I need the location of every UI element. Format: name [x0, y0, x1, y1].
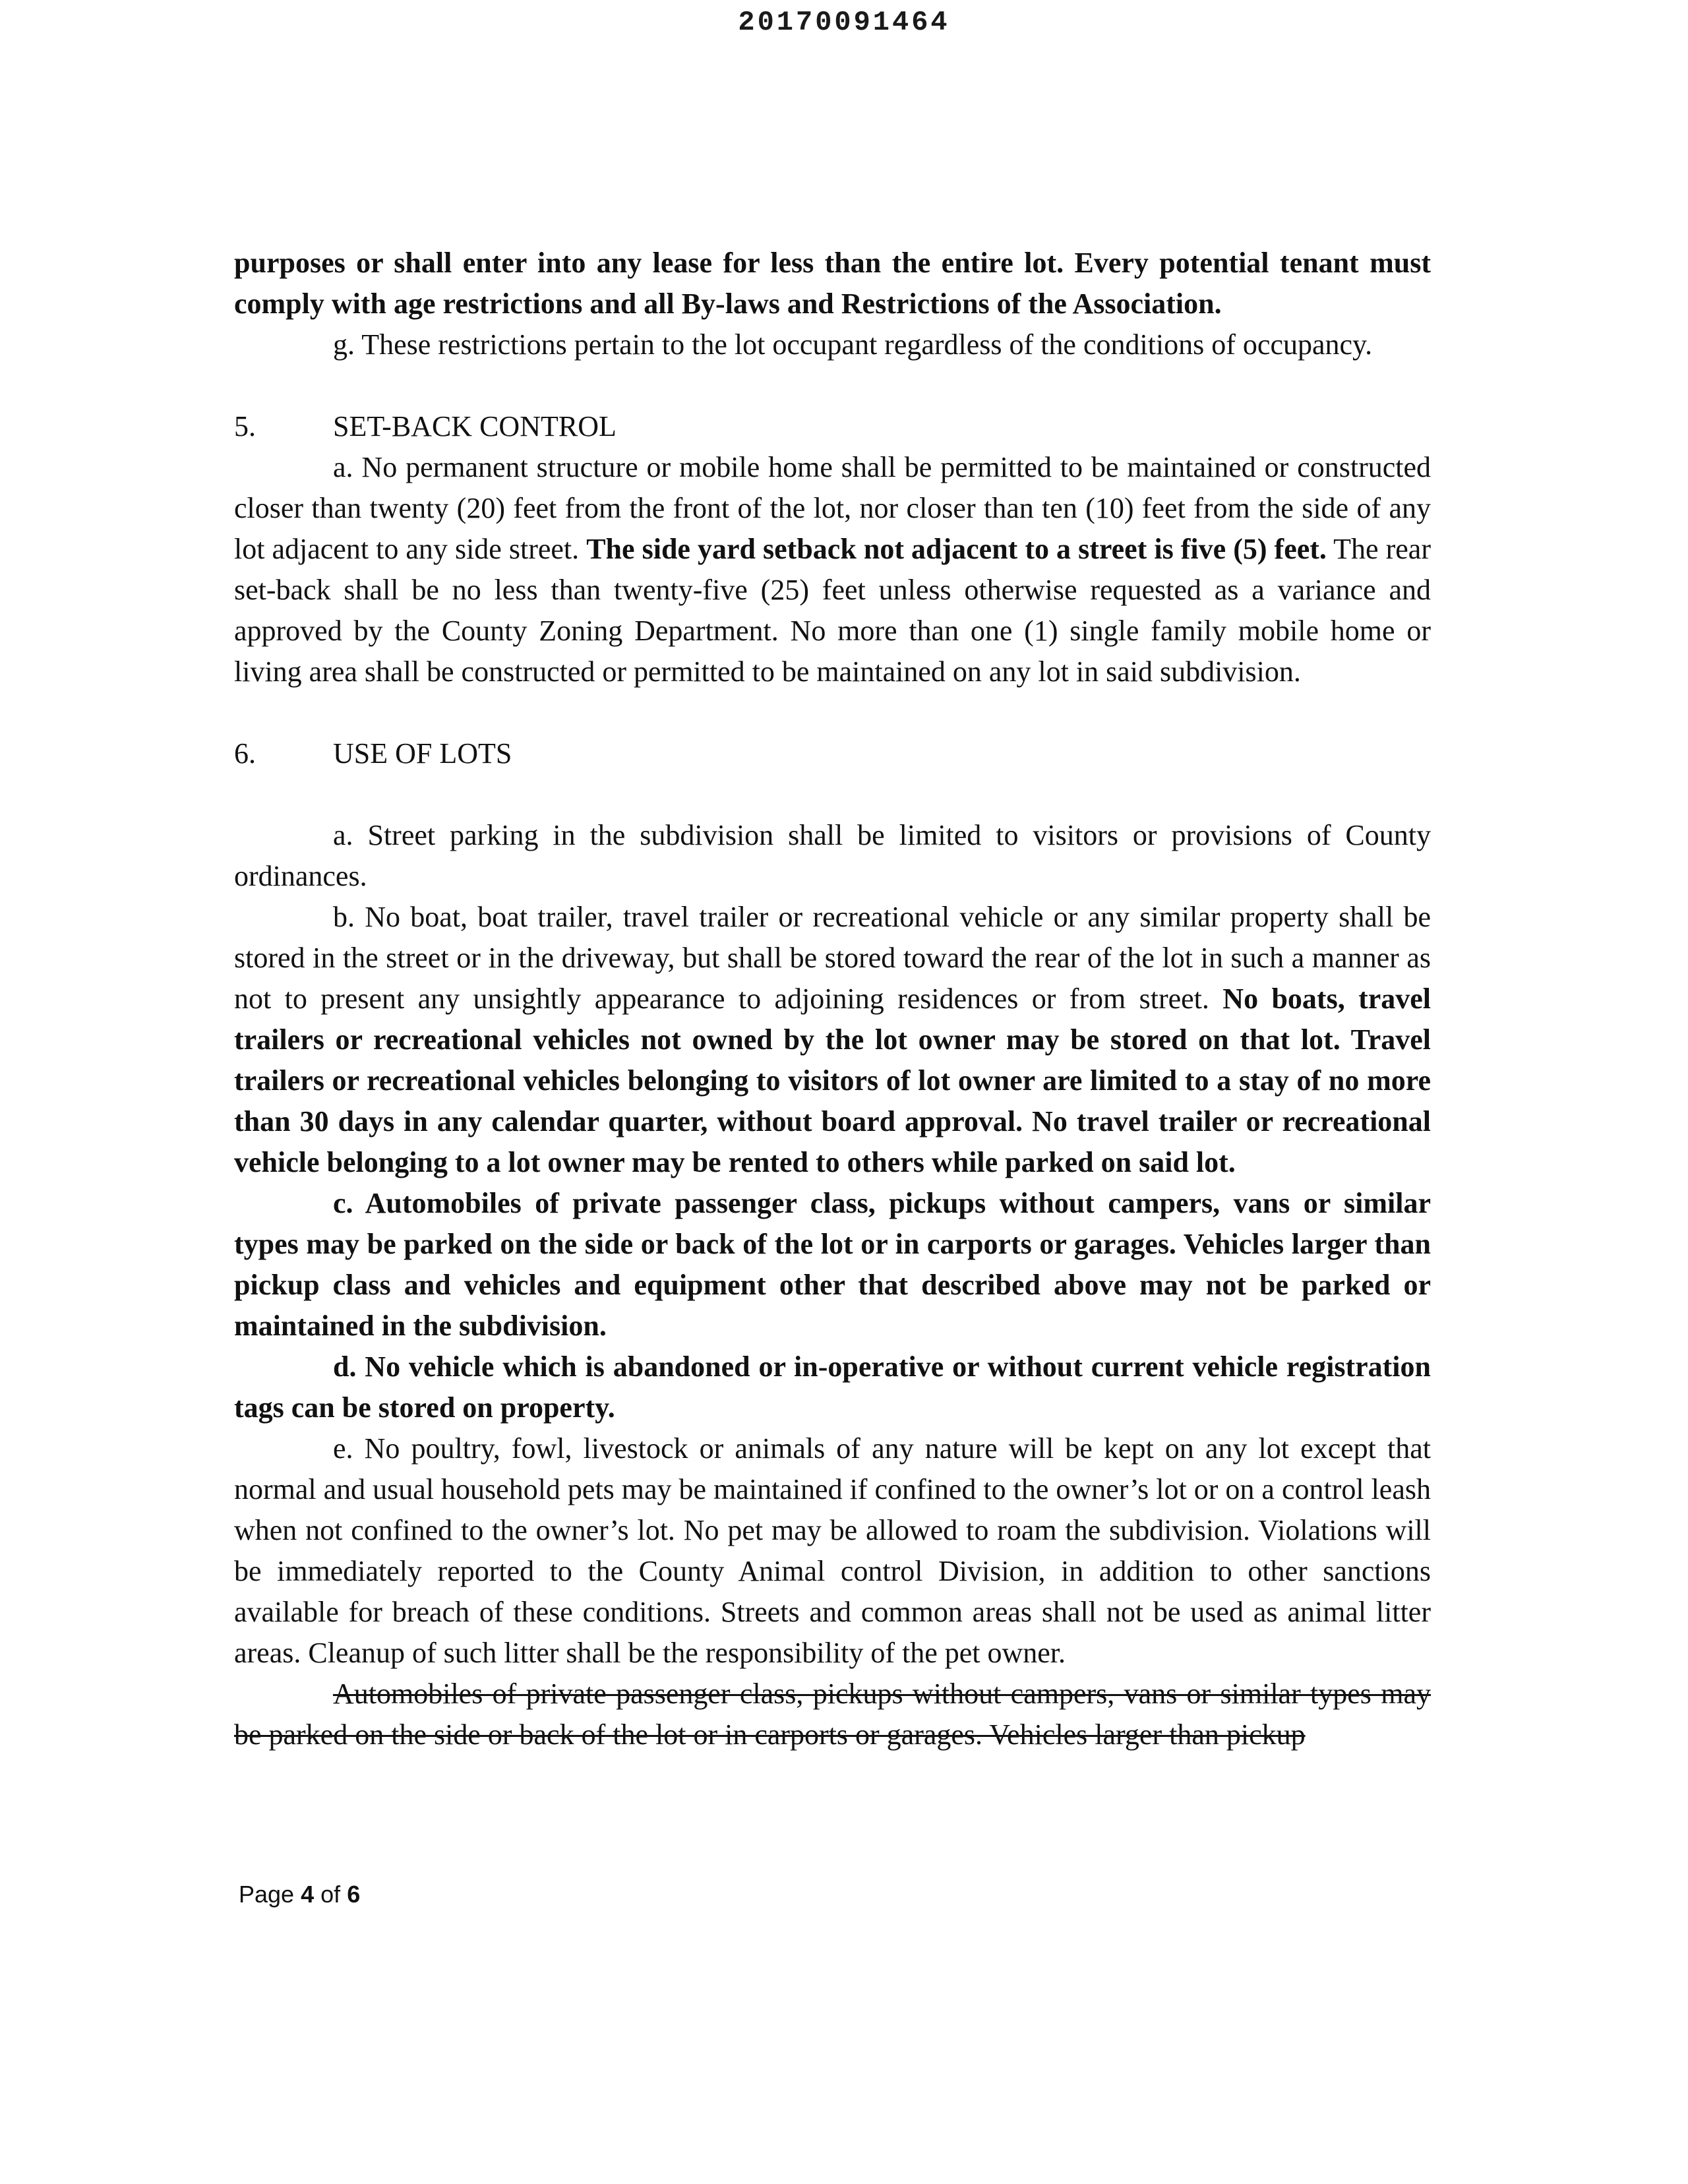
- section-6-heading: [234, 733, 1431, 774]
- struck-through-paragraph: Automobiles of private passenger class, pickups without campers, vans or similar types may be parked on the side or back of the lot or in carports or garages. Vehicles larger than pickup: [234, 1678, 1431, 1751]
- section-6-item-e: e. No poultry, fowl, livestock or animals of any nature will be kept on any lot except that normal and usual household pets may be maintained if confined to the owner’s lot or on a control leash when not confined to the owner’s lot. No pet may be allowed to roam the subdivision. Violations will be immediately reported to the County Animal control Division, in addition to other sanctions available for breach of these conditions. Streets and common areas shall not be used as animal litter areas. Cleanup of such litter shall be the responsibility of the pet owner.: [234, 1432, 1431, 1669]
- section-5-item-a: [234, 447, 1431, 692]
- setback-side-yard-text: The side yard setback not adjacent to a street is five (5) feet.: [586, 533, 1327, 565]
- setback-front-text: a. No permanent structure or mobile home shall be permitted to be maintained or constructed closer than twenty (20) feet from the front of the lot, nor closer than ten (10) feet from the side of any lot adjacent to any side street.: [234, 451, 1431, 565]
- document-number: 20170091464: [738, 7, 950, 38]
- visitor-vehicle-rule-text: No boats, travel trailers or recreational vehicles not owned by the lot owner may be stored on that lot. Travel trailers or recreational vehicles belonging to visitors of lot owner are limited to a stay of no more than 30 days in any calendar quarter, without board approval. No travel trailer or recreational vehicle belonging to a lot owner may be rented to others while parked on said lot.: [234, 983, 1432, 1178]
- section-6-title: USE OF LOTS: [333, 737, 512, 770]
- continuation-paragraph: purposes or shall enter into any lease for less than the entire lot. Every potential tenant must comply with age restrictions and all By-laws and Restrictions of the Association.: [234, 247, 1431, 320]
- section-5-number: 5.: [234, 410, 256, 442]
- section-6-item-a: a. Street parking in the subdivision shall be limited to visitors or provisions of County ordinances.: [234, 819, 1431, 892]
- setback-rear-text: The rear set-back shall be no less than twenty-five (25) feet unless otherwise requested as a variance and approved by the County Zoning Department. No more than one (1) single family mobile home or living area shall be constructed or permitted to be maintained on any lot in said subdivision.: [234, 533, 1431, 688]
- page-of-label: of: [320, 1881, 341, 1908]
- section-6-item-c: c. Automobiles of private passenger class, pickups without campers, vans or similar types may be parked on the side or back of the lot or in carports or garages. Vehicles larger than pickup class and vehicles and equipment other that described above may not be parked or maintained in the subdivision.: [234, 1187, 1431, 1342]
- section-6-number: 6.: [234, 737, 256, 770]
- item-g-paragraph: g. These restrictions pertain to the lot occupant regardless of the conditions of occupancy.: [333, 328, 1373, 361]
- section-6-item-d: d. No vehicle which is abandoned or in-operative or without current vehicle registration tags can be stored on property.: [234, 1350, 1431, 1424]
- page-total: 6: [347, 1881, 361, 1908]
- section-5-heading: [234, 406, 1431, 447]
- page-footer: [239, 1881, 360, 1908]
- page-current: 4: [301, 1881, 315, 1908]
- document-body: [234, 243, 1431, 1755]
- storage-rule-text: b. No boat, boat trailer, travel trailer or recreational vehicle or any similar property shall be stored in the street or in the driveway, but shall be stored toward the rear of the lot in such a manner as not to present any unsightly appearance to adjoining residences or from street.: [234, 901, 1431, 1015]
- section-6-item-b: [234, 897, 1431, 1183]
- page-label: Page: [239, 1881, 295, 1908]
- section-5-title: SET-BACK CONTROL: [333, 410, 617, 442]
